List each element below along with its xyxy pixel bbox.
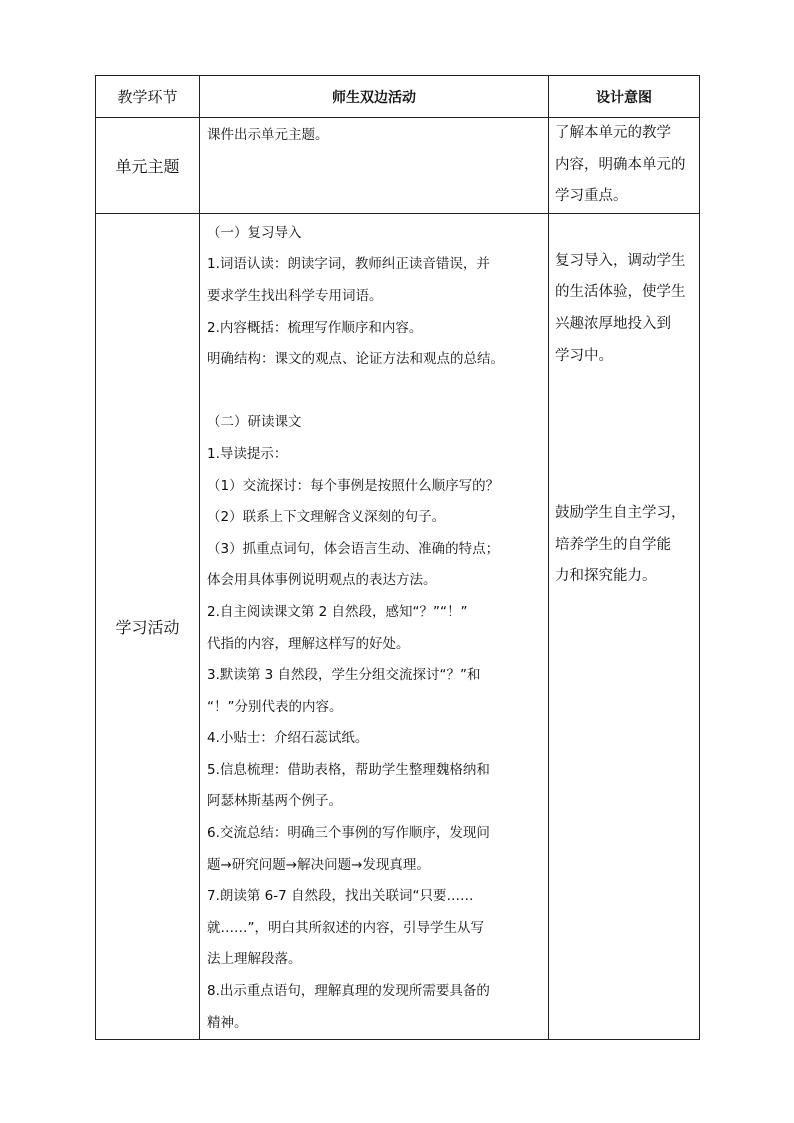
table-row: [96, 118, 700, 214]
activity-line: （一）复习导入: [207, 224, 302, 241]
activity-line: 就……”，明白其所叙述的内容，引导学生从写: [207, 919, 484, 936]
activity-line: 体会用具体事例说明观点的表达方法。: [207, 572, 437, 589]
header-stage: 教学环节: [96, 76, 200, 118]
activity-line: 4.小贴士：介绍石蕊试纸。: [207, 730, 369, 747]
intent-line: 学习中。: [555, 347, 613, 364]
activity-line: 1.导读提示：: [207, 445, 288, 462]
activity-line: （3）抓重点词句，体会语言生动、准确的特点；: [207, 540, 500, 557]
activity-line: 法上理解段落。: [207, 951, 302, 968]
intent-cell: [549, 213, 700, 1039]
activity-cell: [200, 118, 549, 214]
intent-line: 培养学生的自学能: [555, 536, 671, 553]
activity-line: 3.默读第 3 自然段，学生分组交流探讨“？”和: [207, 667, 481, 684]
activity-line: （二）研读课文: [207, 414, 302, 431]
activity-line: 阿瑟林斯基两个例子。: [207, 793, 342, 810]
activity-line: （2）联系上下文理解含义深刻的句子。: [207, 509, 446, 526]
activity-line: 课件出示单元主题。: [207, 127, 329, 143]
intent-line: 复习导入，调动学生: [555, 252, 686, 269]
intent-line: 力和探究能力。: [555, 568, 657, 585]
intent-cell: [549, 118, 700, 214]
activity-line: 代指的内容，理解这样写的好处。: [207, 635, 410, 652]
intent-line: 兴趣浓厚地投入到: [555, 315, 671, 332]
activity-line: 8.出示重点语句，理解真理的发现所需要具备的: [207, 983, 490, 1000]
header-activity: 师生双边活动: [200, 76, 549, 118]
activity-line: 1.词语认读：朗读字词，教师纠正读音错误，并: [207, 256, 490, 273]
stage-unit-theme: 单元主题: [96, 118, 200, 214]
activity-line: 要求学生找出科学专用词语。: [207, 287, 383, 304]
intent-line: 鼓励学生自主学习，: [555, 505, 686, 522]
stage-study-activities: 学习活动: [96, 213, 200, 1039]
activity-line: 5.信息梳理：借助表格，帮助学生整理魏格纳和: [207, 761, 490, 778]
lesson-plan-table: [95, 75, 700, 1040]
header-intent: 设计意图: [549, 76, 700, 118]
activity-line: （1）交流探讨：每个事例是按照什么顺序写的？: [207, 477, 500, 494]
intent-line: 的生活体验，使学生: [555, 284, 686, 301]
activity-line: 2.内容概括：梳理写作顺序和内容。: [207, 319, 423, 336]
activity-line: 6.交流总结：明确三个事例的写作顺序，发现问: [207, 825, 490, 842]
activity-line: 7.朗读第 6-7 自然段，找出关联词“只要……: [207, 888, 474, 905]
activity-line: “！”分别代表的内容。: [207, 698, 343, 715]
intent-line: 学习重点。: [555, 188, 628, 205]
activity-line: 题→研究问题→解决问题→发现真理。: [207, 856, 430, 873]
activity-line: 2.自主阅读课文第 2 自然段，感知“？”“！”: [207, 603, 468, 620]
blank-line: [207, 376, 542, 408]
intent-spacer: [555, 372, 694, 498]
activity-cell: [200, 213, 549, 1039]
table-header-row: [96, 76, 700, 118]
table-row: [96, 213, 700, 1039]
intent-line: 内容，明确本单元的: [555, 156, 686, 173]
activity-line: 明确结构：课文的观点、论证方法和观点的总结。: [207, 351, 504, 368]
intent-line: 了解本单元的教学: [555, 125, 671, 141]
activity-line: 精神。: [207, 1014, 248, 1031]
